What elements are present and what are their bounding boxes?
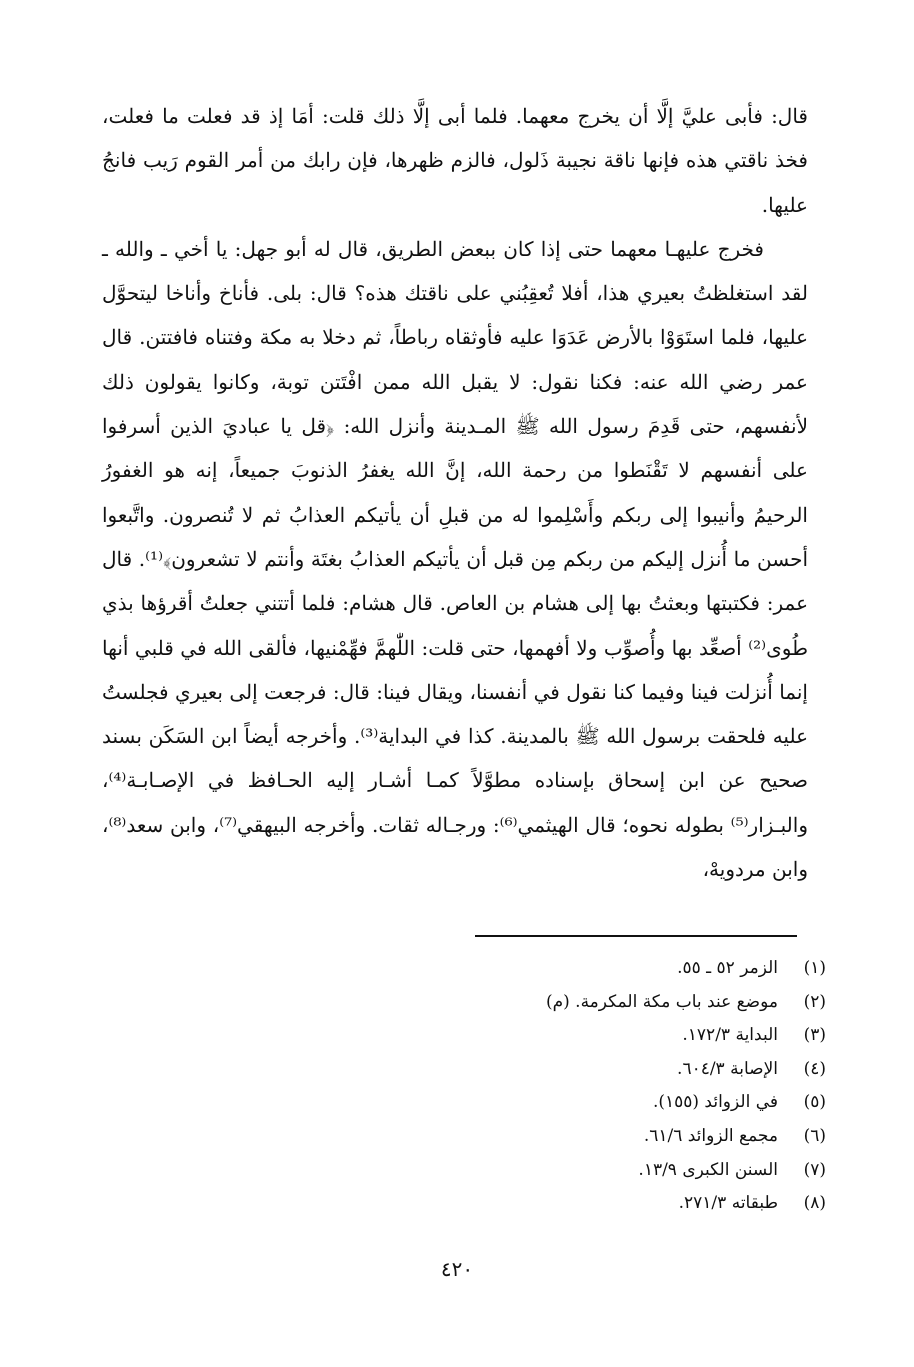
footnote-item xyxy=(226,986,826,1020)
footnotes-list xyxy=(226,952,826,1221)
footnote-text: الإصابة ٦٠٤/٣. xyxy=(677,1058,778,1079)
footnote-number: (٣) xyxy=(803,1025,826,1046)
footnote-item xyxy=(226,1053,826,1087)
footnote-text: موضع عند باب مكة المكرمة. (م) xyxy=(545,991,778,1012)
footnote-text: البداية ١٧٢/٣. xyxy=(682,1025,778,1046)
footnote-item xyxy=(226,1154,826,1188)
footnote-number: (٥) xyxy=(803,1092,826,1113)
paragraph-1: قال: فأبى عليَّ إلَّا أن يخرج معهما. فلما أبى إلَّا ذلك قلت: أمَا إذ قد فعلت ما فعلت، فخذ ناقتي هذه فإنها ناقة نجيبة ذَلول، فالزم ظهرها، فإن رابك من أمر القوم رَيب فانجُ عليها. xyxy=(102,104,808,217)
footnote-number: (١) xyxy=(803,958,826,978)
footnote-separator xyxy=(475,935,797,937)
footnote-text: مجمع الزوائد ٦١/٦. xyxy=(643,1125,778,1146)
footnote-item xyxy=(226,1019,826,1053)
footnote-text: في الزوائد (١٥٥). xyxy=(652,1092,778,1113)
footnote-text: الزمر ٥٢ ـ ٥٥. xyxy=(677,958,778,978)
page-number: ٤٢٠ xyxy=(440,1257,474,1281)
footnote-text: السنن الكبرى ١٣/٩. xyxy=(638,1159,778,1180)
footnote-text: طبقاته ٢٧١/٣. xyxy=(678,1193,778,1214)
footnote-item xyxy=(226,1187,826,1221)
footnote-number: (٦) xyxy=(803,1125,826,1146)
main-text xyxy=(102,94,808,891)
footnote-number: (٢) xyxy=(803,991,826,1012)
footnote-item xyxy=(226,1120,826,1154)
footnote-number: (٧) xyxy=(803,1159,826,1180)
paragraph-2: فخرج عليهـا معهما حتى إذا كان ببعض الطريق، قال له أبو جهل: يا أخي ـ والله ـ لقد استغلظتُ بعيري هذا، أفلا تُعقِبُني على ناقتك هذه؟ قال: بلى. فأناخ وأناخا ليتحوَّل عليها، فلما استَوَوْا بالأرض عَدَوَا عليه فأوثقاه رباطاً، ثم دخلا به مكة وفتناه فافتتن. قال عمر رضي الله عنه: فكنا نقول: لا يقبل الله ممن افْتَتن توبة، وكانوا يقولون ذلك لأنفسهم، حتى قَدِمَ رسول الله ﷺ المـدينة وأنزل الله: ﴿قل يا عباديَ الذين أسرفوا على أنفسهم لا تَقْنَطوا من رحمة الله، إنَّ الله يغفرُ الذنوبَ جميعاً، إنه هو الغفورُ الرحيمُ وأنيبوا إلى ربكم وأَسْلِموا له من قبلِ أن يأتيكم العذابُ ثم لا تُنصرون. واتَّبعوا أحسن ما أُنزل إليكم من ربكم مِن قبل أن يأتيكم العذابُ بغتَة وأنتم لا تشعرون﴾⁽¹⁾. قال عمر: فكتبتها وبعثتُ بها إلى هشام بن العاص. قال هشام: فلما أتتني جعلتُ أقرؤها بذي طُوى⁽²⁾ أصعِّد بها وأُصوِّب ولا أفهمها، حتى قلت: اللّٰهمَّ فهِّمْنيها، فألقى الله في قلبي أنها إنما أُنزلت فينا وفيما كنا نقول في أنفسنا، ويقال فينا: قال: فرجعت إلى بعيري فجلستُ عليه فلحقت برسول الله ﷺ بالمدينة. كذا في البداية⁽³⁾. وأخرجه أيضاً ابن السَكَن بسند صحيح عن ابن إسحاق بإسناده مطوَّلاً كمـا أشـار إليه الحـافظ في الإصـابـة⁽⁴⁾، والبـزار⁽⁵⁾ بطوله نحوه؛ قال الهيثمي⁽⁶⁾: ورجـاله ثقات. وأخرجه البيهقي⁽⁷⁾، وابن سعد⁽⁸⁾، وابن مردويهْ، xyxy=(102,236,809,882)
footnote-item xyxy=(226,952,826,986)
footnote-number: (٤) xyxy=(803,1058,826,1079)
footnote-item xyxy=(226,1086,826,1120)
footnote-number: (٨) xyxy=(803,1193,826,1214)
